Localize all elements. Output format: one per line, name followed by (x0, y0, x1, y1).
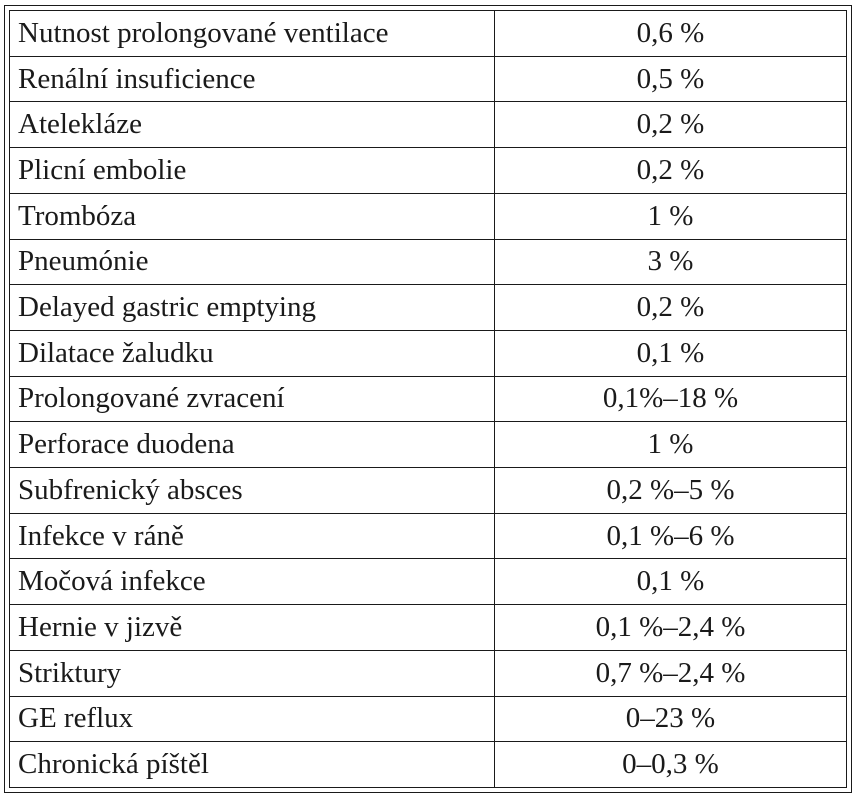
row-value: 0,1 %–6 % (495, 513, 847, 559)
row-label: Delayed gastric emptying (10, 285, 495, 331)
table-row (10, 376, 847, 422)
row-label: Perforace duodena (10, 422, 495, 468)
row-value: 0,2 % (495, 102, 847, 148)
row-value: 0,5 % (495, 56, 847, 102)
row-label: Infekce v ráně (10, 513, 495, 559)
row-value: 0,7 %–2,4 % (495, 650, 847, 696)
row-value: 0,1 % (495, 559, 847, 605)
row-label: Chronická píštěl (10, 742, 495, 788)
row-label: Prolongované zvracení (10, 376, 495, 422)
table-row (10, 605, 847, 651)
row-label: Trombóza (10, 193, 495, 239)
row-value: 3 % (495, 239, 847, 285)
table-row (10, 56, 847, 102)
row-value: 0,2 %–5 % (495, 468, 847, 514)
row-label: Pneumónie (10, 239, 495, 285)
row-label: Nutnost prolongované ventilace (10, 11, 495, 57)
row-label: Striktury (10, 650, 495, 696)
row-label: Močová infekce (10, 559, 495, 605)
table-row (10, 468, 847, 514)
row-label: Atelekláze (10, 102, 495, 148)
row-value: 0,2 % (495, 148, 847, 194)
complications-table (9, 10, 847, 788)
table-row (10, 148, 847, 194)
row-label: Dilatace žaludku (10, 330, 495, 376)
table-row (10, 285, 847, 331)
row-value: 0,6 % (495, 11, 847, 57)
row-label: Renální insuficience (10, 56, 495, 102)
table-row (10, 193, 847, 239)
table-row (10, 11, 847, 57)
row-value: 0,2 % (495, 285, 847, 331)
table-row (10, 513, 847, 559)
row-value: 0,1 % (495, 330, 847, 376)
row-label: Plicní embolie (10, 148, 495, 194)
row-value: 0,1%–18 % (495, 376, 847, 422)
row-value: 1 % (495, 193, 847, 239)
row-label: Subfrenický absces (10, 468, 495, 514)
table-row (10, 102, 847, 148)
table-row (10, 696, 847, 742)
row-label: GE reflux (10, 696, 495, 742)
row-label: Hernie v jizvě (10, 605, 495, 651)
table-row (10, 650, 847, 696)
row-value: 0–23 % (495, 696, 847, 742)
table-row (10, 330, 847, 376)
row-value: 0–0,3 % (495, 742, 847, 788)
row-value: 1 % (495, 422, 847, 468)
table-row (10, 239, 847, 285)
table-row (10, 559, 847, 605)
table-frame (4, 5, 852, 793)
row-value: 0,1 %–2,4 % (495, 605, 847, 651)
table-row (10, 742, 847, 788)
table-row (10, 422, 847, 468)
